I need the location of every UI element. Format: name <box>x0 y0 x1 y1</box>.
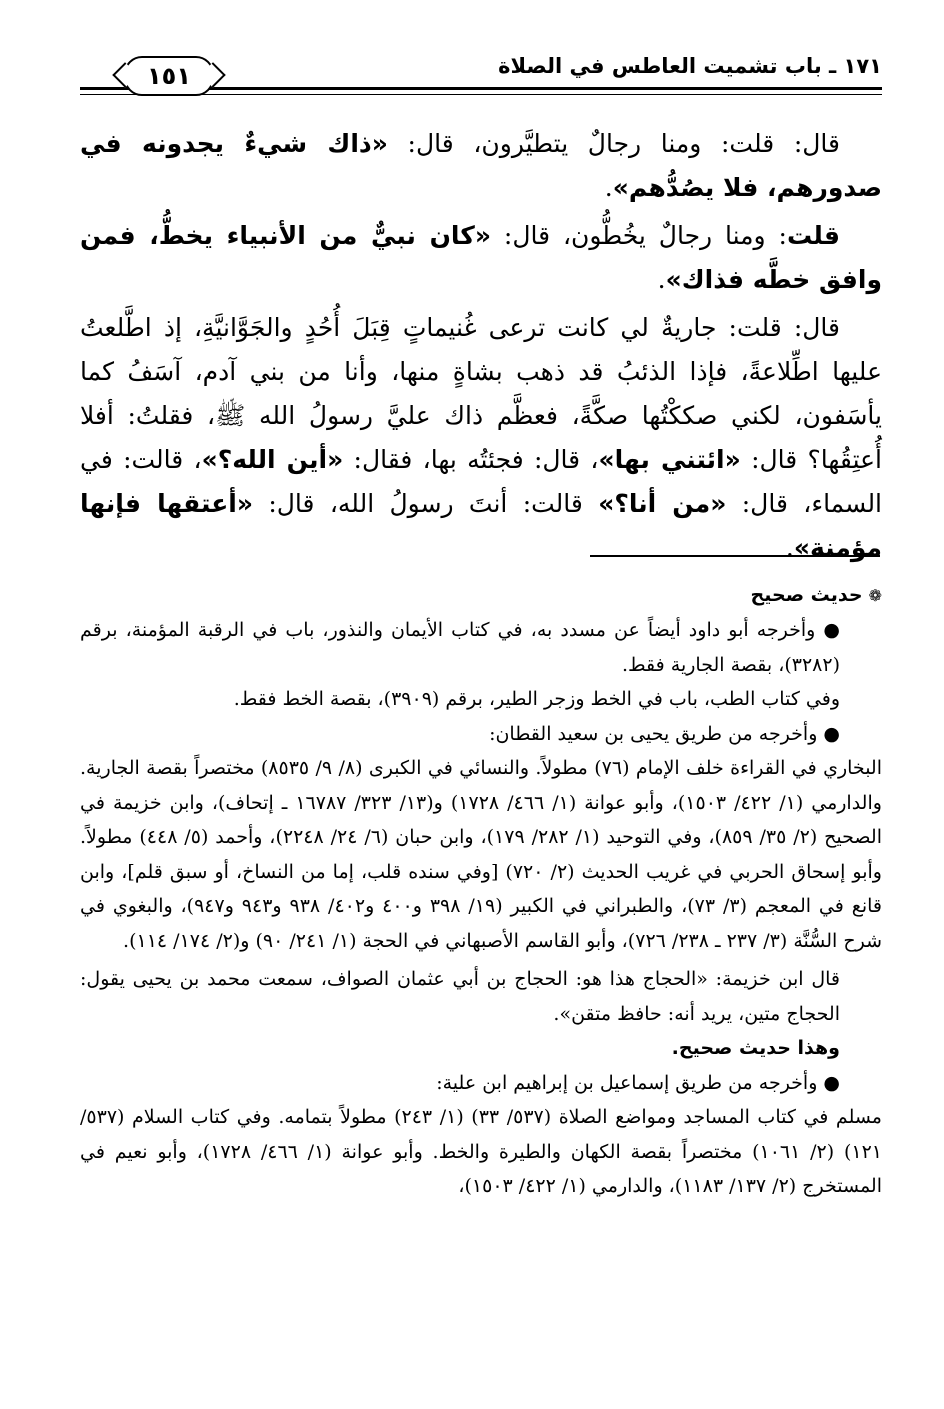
commentary <box>80 578 882 1204</box>
prophetic-quote: «كان نبيٌّ من الأنبياء يخطُّ، فمن وافق خطَّه فذاك» <box>80 221 882 294</box>
running-header <box>80 46 882 102</box>
flourish-icon: ❁ <box>868 586 882 605</box>
prophetic-quote: «ائتني بها» <box>598 445 741 474</box>
note-qattan-heading: ● وأخرجه من طريق يحيى بن سعيد القطان: <box>489 722 840 745</box>
note-verdict: وهذا حديث صحيح. <box>671 1037 840 1059</box>
prophetic-quote: «أعتقها فإنها مؤمنة» <box>80 489 882 562</box>
note-medicine-chapter: وفي كتاب الطب، باب في الخط وزجر الطير، برقم (٣٩٠٩)، بقصة الخط فقط. <box>233 688 840 710</box>
paragraph-line-drawing: قلت: ومنا رجالٌ يخُطُّون، قال: «كان نبيٌّ من الأنبياء يخطُّ، فمن وافق خطَّه فذاك». <box>80 221 882 294</box>
page-number: ١٥١ <box>124 56 214 96</box>
hadith-grading: ❁حديث صحيح <box>80 578 882 613</box>
prophetic-quote: «من أنا؟» <box>598 489 727 518</box>
speaker-label: قلت <box>786 221 840 250</box>
note-qattan-sources: البخاري في القراءة خلف الإمام (٧٦) مطولاً. والنسائي في الكبرى (٨/ ٩/ ٨٥٣٥) مختصراً بقصة الجارية. والدارمي (١/ ٤٢٢/ ١٥٠٣)، وأبو عوانة (١/ ٤٦٦/ ١٧٢٨) و(١٣/ ٣٢٣/ ١٦٧٨٧ ـ إتحاف)، وابن خزيمة في الصحيح (٢/ ٣٥/ ٨٥٩)، وفي التوحيد (١/ ٢٨٢/ ١٧٩)، وابن حبان (٦/ ٢٤/ ٢٢٤٨)، وأحمد (٥/ ٤٤٨) مطولاً. وأبو إسحاق الحربي في غريب الحديث (٢/ ٧٢٠) [وفي سنده قلب، إما من النساخ، أو سبق قلم]، وابن قانع في المعجم (٣/ ٧٣)، والطبراني في الكبير (١٩/ ٣٩٨ و٤٠٠ و٤٠٢/ ٩٣٨ و٩٤٣ و٩٤٧)، والبغوي في شرح السُّنَّة (٣/ ٢٣٧ ـ ٢٣٨/ ٧٢٦)، وأبو القاسم الأصبهاني في الحجة (١/ ٢٤١/ ٩٠) و(٢/ ١٧٤/ ١١٤). <box>80 757 883 952</box>
note-ibn-ulayya-heading: ● وأخرجه من طريق إسماعيل بن إبراهيم ابن علية: <box>436 1071 840 1094</box>
prophetic-quote: «ذاك شيءٌ يجدونه في صدورهم، فلا يصُدُّهم» <box>80 129 882 202</box>
paragraph-slave-girl: قال: قلت: جاريةٌ لي كانت ترعى غُنيماتٍ قِبَلَ أُحُدٍ والجَوَّانيَّةِ، إذ اطَّلعتُ عليها اطِّلاعةً، فإذا الذئبُ قد ذهب بشاةٍ منها، وأنا من بني آدم، آسَفُ كما يأسَفون، لكني صككْتُها صكَّةً، فعظَّم ذاك عليَّ رسولُ الله ﷺ، فقلتُ: أفلا أُعتِقُها؟ قال: «ائتني بها»، قال: فجئتُه بها، فقال: «أين الله؟»، قالت: في السماء، قال: «من أنا؟» قالت: أنتَ رسولُ الله، قال: «أعتقها فإنها مؤمنة». <box>80 313 883 562</box>
footnote-divider <box>590 555 880 557</box>
prophetic-quote: «أين الله؟» <box>201 445 344 474</box>
note-muslim-sources: مسلم في كتاب المساجد ومواضع الصلاة (٥٣٧/ ٣٣) (١/ ٢٤٣) مطولاً بتمامه. وفي كتاب السلام (٥٣٧/ ١٢١) (٢/ ١٠٦١) مختصراً بقصة الكهان والطيرة والخط. وأبو عوانة (١/ ٤٦٦/ ١٧٢٨)، وأبو نعيم في المستخرج (٢/ ١٣٧/ ١١٨٣)، والدارمي (١/ ٤٢٢/ ١٥٠٣)، <box>80 1106 882 1197</box>
note-ibn-khuzayma: قال ابن خزيمة: «الحجاج هذا هو: الحجاج بن أبي عثمان الصواف، سمعت محمد بن يحيى يقول: الحجاج متين، يريد أنه: حافظ متقن». <box>80 968 840 1025</box>
note-abu-dawud: ● وأخرجه أبو داود أيضاً عن مسدد به، في كتاب الأيمان والنذور، باب في الرقبة المؤمنة، برقم (٣٢٨٢)، بقصة الجارية فقط. <box>80 619 840 676</box>
paragraph-omens: قال: قلت: ومنا رجالٌ يتطيَّرون، قال: «ذاك شيءٌ يجدونه في صدورهم، فلا يصُدُّهم». <box>80 129 882 202</box>
main-text <box>80 122 882 570</box>
chapter-title: ١٧١ ـ باب تشميت العاطس في الصلاة <box>488 52 882 80</box>
